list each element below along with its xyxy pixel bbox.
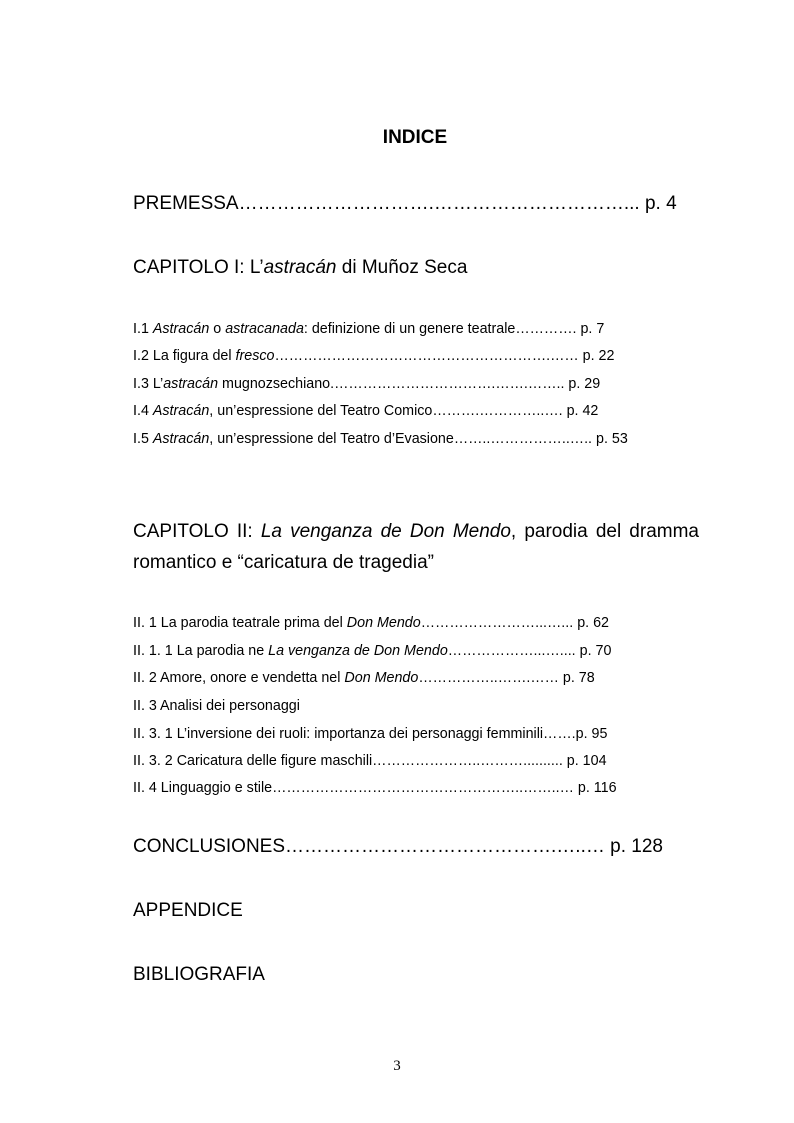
entry-text: ………………...….... p. 70 (447, 643, 612, 659)
entry-italic: Don Mendo (346, 615, 421, 631)
chapter1-heading (133, 257, 467, 279)
entry-text: o (209, 321, 226, 337)
entry-text: ……………..…….…… p. 78 (418, 670, 595, 686)
chapter1-heading-italic: astracán (263, 257, 337, 278)
entry-italic: astracán (163, 376, 219, 392)
entry-italic: Astracán (152, 403, 210, 419)
entry-text: ………………………………………………….…… p. 22 (274, 348, 615, 364)
entry-italic: La venganza de Don Mendo (268, 643, 448, 659)
entry-text: : definizione di un genere teatrale…………. p. 7 (303, 321, 605, 337)
index-title: INDICE (382, 127, 448, 148)
premessa-entry: PREMESSA………………………….…………………………... p. 4 (133, 193, 677, 214)
entry-text: II. 1 La parodia teatrale prima del (133, 615, 347, 631)
chapter2-heading-suffix: , parodia del dramma romantico e “caricatura de tragedia” (133, 521, 699, 573)
toc-entry-1-4 (133, 403, 598, 419)
entry-italic: Don Mendo (344, 670, 419, 686)
entry-text: ……………………...…... p. 62 (420, 615, 609, 631)
chapter2-heading (133, 516, 699, 578)
toc-entry-2-3-2: II. 3. 2 Caricatura delle figure maschili…………………..……….......... p. 104 (133, 753, 607, 769)
entry-text: I.3 L’ (133, 376, 164, 392)
toc-entry-2-4: II. 4 Linguaggio e stile……………………………………………..……..… p. 116 (133, 780, 617, 796)
conclusiones-entry: CONCLUSIONES…………………………………….…..… p. 128 (133, 836, 663, 857)
entry-text: II. 2 Amore, onore e vendetta nel (133, 670, 345, 686)
entry-italic: fresco (235, 348, 275, 364)
toc-entry-1-3 (133, 376, 600, 392)
entry-text: mugnozsechiano.…………………………….…….…….. p. 29 (218, 376, 601, 392)
entry-text: I.2 La figura del (133, 348, 236, 364)
entry-text: I.4 (133, 403, 153, 419)
entry-text: I.5 (133, 431, 153, 447)
bibliografia-entry: BIBLIOGRAFIA (133, 964, 265, 985)
chapter1-heading-prefix: CAPITOLO I: L’ (133, 257, 264, 278)
toc-entry-2-1-1 (133, 643, 611, 659)
toc-entry-2-3: II. 3 Analisi dei personaggi (133, 698, 300, 714)
chapter1-heading-suffix: di Muñoz Seca (336, 257, 468, 278)
toc-entry-1-2 (133, 348, 614, 364)
entry-italic: Astracán (152, 321, 210, 337)
toc-entry-2-2 (133, 670, 595, 686)
entry-text: I.1 (133, 321, 153, 337)
toc-entry-2-3-1: II. 3. 1 L’inversione dei ruoli: importanza dei personaggi femminili…….p. 95 (133, 726, 608, 742)
page-number: 3 (393, 1058, 401, 1074)
toc-entry-2-1 (133, 615, 609, 631)
entry-italic: Astracán (152, 431, 210, 447)
chapter2-heading-italic: La venganza de Don Mendo (260, 521, 511, 542)
toc-entry-1-1 (133, 321, 604, 337)
appendice-entry: APPENDICE (133, 900, 243, 921)
entry-text: , un’espressione del Teatro Comico……….…………..…. p. 42 (209, 403, 599, 419)
entry-text: II. 1. 1 La parodia ne (133, 643, 269, 659)
chapter2-heading-prefix: CAPITOLO II: (133, 521, 261, 542)
entry-italic: astracanada (225, 321, 304, 337)
entry-text: , un’espressione del Teatro d’Evasione……..……………..….. p. 53 (209, 431, 628, 447)
toc-entry-1-5 (133, 431, 628, 447)
